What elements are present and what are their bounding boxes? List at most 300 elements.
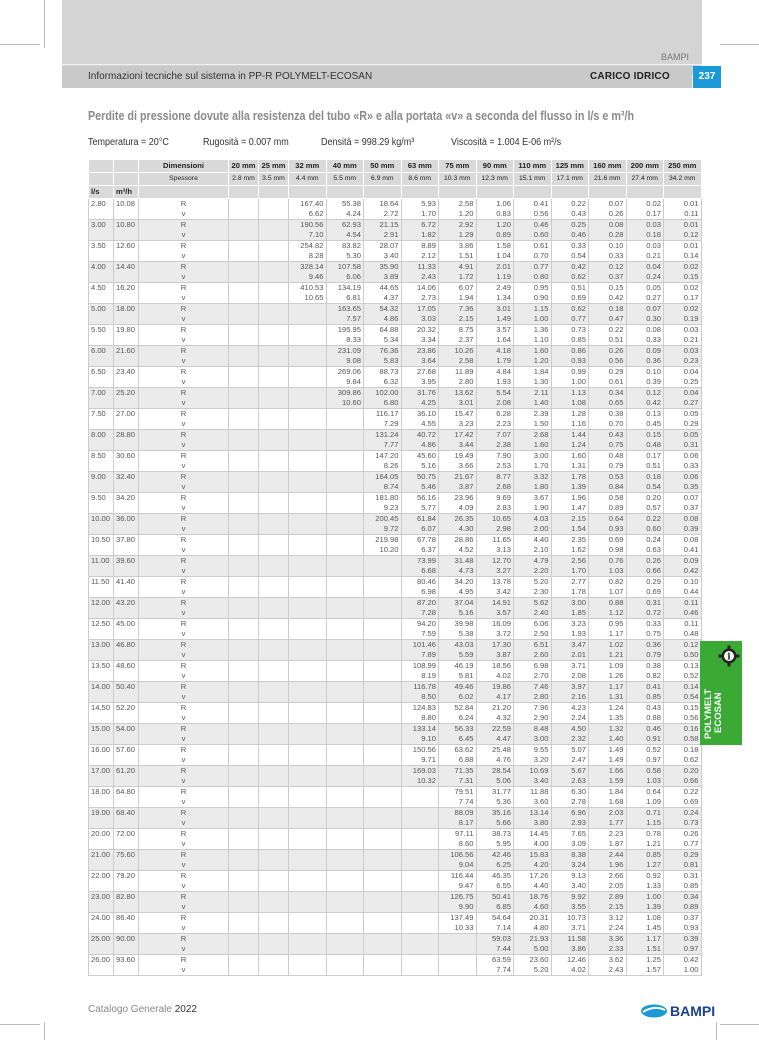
velocity-value: 2.47 — [551, 755, 589, 766]
resistance-value: 1.84 — [589, 787, 627, 798]
velocity-value: 3.23 — [439, 419, 477, 430]
thickness-header: 21.6 mm — [589, 173, 627, 186]
resistance-value: 1.78 — [551, 472, 589, 483]
crop-mark — [44, 1022, 45, 1040]
table-row-resistance — [89, 829, 702, 840]
empty-cell — [326, 871, 364, 882]
empty-cell — [289, 839, 327, 850]
empty-cell — [326, 524, 364, 535]
resistance-value: 133.14 — [401, 724, 439, 735]
velocity-value: 3.13 — [476, 545, 514, 556]
blank-cell — [89, 671, 114, 682]
resistance-label: R — [139, 703, 229, 714]
velocity-value: 0.11 — [664, 209, 702, 220]
flow-m3h: 50.40 — [114, 682, 139, 693]
empty-cell — [326, 923, 364, 934]
blank-cell — [114, 251, 139, 262]
empty-cell — [326, 430, 364, 441]
blank-cell — [89, 160, 114, 173]
velocity-value: 1.70 — [514, 461, 552, 472]
resistance-value: 131.24 — [364, 430, 402, 441]
resistance-label: R — [139, 640, 229, 651]
empty-cell — [229, 514, 259, 525]
velocity-value: 0.69 — [626, 587, 664, 598]
empty-cell — [401, 818, 439, 829]
resistance-value: 2.23 — [589, 829, 627, 840]
empty-cell — [259, 566, 289, 577]
resistance-value: 0.76 — [589, 556, 627, 567]
empty-cell — [326, 692, 364, 703]
resistance-value: 3.23 — [551, 619, 589, 630]
resistance-value: 3.01 — [476, 304, 514, 315]
velocity-value: 2.20 — [514, 566, 552, 577]
velocity-value: 1.80 — [514, 482, 552, 493]
velocity-value: 3.66 — [439, 461, 477, 472]
velocity-value: 2.23 — [476, 419, 514, 430]
velocity-value: 0.45 — [626, 419, 664, 430]
thickness-header: 2.8 mm — [229, 173, 259, 186]
velocity-value: 1.72 — [439, 272, 477, 283]
empty-cell — [401, 892, 439, 903]
resistance-value: 21.67 — [439, 472, 477, 483]
resistance-value: 19.86 — [476, 682, 514, 693]
velocity-value: 10.60 — [326, 398, 364, 409]
resistance-value: 1.28 — [551, 409, 589, 420]
flow-ls: 16.00 — [89, 745, 114, 756]
empty-cell — [289, 430, 327, 441]
resistance-value: 0.04 — [664, 388, 702, 399]
empty-cell — [259, 902, 289, 913]
empty-cell — [289, 724, 327, 735]
dimension-header: 20 mm — [229, 160, 259, 173]
velocity-value: 0.42 — [664, 566, 702, 577]
thickness-header: 15.1 mm — [514, 173, 552, 186]
velocity-value: 0.28 — [589, 230, 627, 241]
velocity-value: 1.26 — [589, 671, 627, 682]
resistance-value: 23.96 — [439, 493, 477, 504]
flow-m3h: 27.00 — [114, 409, 139, 420]
empty-cell — [289, 944, 327, 955]
blank-cell — [289, 186, 327, 199]
empty-cell — [259, 304, 289, 315]
resistance-value: 15.83 — [514, 850, 552, 861]
resistance-value: 2.11 — [514, 388, 552, 399]
table-row-velocity — [89, 671, 702, 682]
table-row-resistance — [89, 787, 702, 798]
resistance-value: 0.38 — [626, 661, 664, 672]
empty-cell — [289, 325, 327, 336]
velocity-value: 6.02 — [439, 692, 477, 703]
resistance-value: 102.00 — [364, 388, 402, 399]
empty-cell — [259, 944, 289, 955]
resistance-value: 6.06 — [514, 619, 552, 630]
empty-cell — [259, 766, 289, 777]
resistance-value: 16.09 — [476, 619, 514, 630]
resistance-value: 14.45 — [514, 829, 552, 840]
table-row-velocity — [89, 356, 702, 367]
blank-cell — [89, 860, 114, 871]
resistance-value: 116.44 — [439, 871, 477, 882]
thickness-header: 4.4 mm — [289, 173, 327, 186]
empty-cell — [259, 871, 289, 882]
resistance-value: 21.20 — [476, 703, 514, 714]
resistance-value: 134.19 — [326, 283, 364, 294]
empty-cell — [259, 199, 289, 210]
blank-cell — [89, 173, 114, 186]
flow-ls: 13.50 — [89, 661, 114, 672]
resistance-value: 9.69 — [476, 493, 514, 504]
velocity-value: 3.71 — [551, 923, 589, 934]
resistance-value: 0.69 — [589, 535, 627, 546]
table-row-velocity — [89, 461, 702, 472]
empty-cell — [289, 545, 327, 556]
velocity-value: 4.55 — [401, 419, 439, 430]
empty-cell — [229, 535, 259, 546]
empty-cell — [289, 650, 327, 661]
resistance-value: 108.99 — [401, 661, 439, 672]
empty-cell — [259, 262, 289, 273]
resistance-value: 0.43 — [589, 430, 627, 441]
empty-cell — [364, 692, 402, 703]
table-row-velocity — [89, 503, 702, 514]
velocity-value: 9.47 — [439, 881, 477, 892]
thickness-header: 34.2 mm — [664, 173, 702, 186]
velocity-value: 3.03 — [401, 314, 439, 325]
empty-cell — [289, 776, 327, 787]
empty-cell — [401, 913, 439, 924]
empty-cell — [289, 808, 327, 819]
table-row-resistance — [89, 493, 702, 504]
param-viscosity: Viscosità = 1.004 E-06 m²/s — [451, 137, 562, 148]
resistance-value: 23.86 — [401, 346, 439, 357]
resistance-value: 21.93 — [514, 934, 552, 945]
velocity-value: 0.54 — [551, 251, 589, 262]
resistance-value: 7.90 — [476, 451, 514, 462]
velocity-value: 0.39 — [664, 524, 702, 535]
blank-cell — [114, 776, 139, 787]
resistance-value: 10.65 — [476, 514, 514, 525]
empty-cell — [229, 661, 259, 672]
velocity-value: 10.20 — [364, 545, 402, 556]
resistance-value: 88.73 — [364, 367, 402, 378]
table-row-velocity — [89, 650, 702, 661]
velocity-value: 1.51 — [626, 944, 664, 955]
resistance-value: 59.03 — [476, 934, 514, 945]
resistance-value: 6.28 — [476, 409, 514, 420]
resistance-value: 31.48 — [439, 556, 477, 567]
resistance-label: R — [139, 850, 229, 861]
resistance-value: 0.64 — [589, 514, 627, 525]
blank-cell — [114, 671, 139, 682]
velocity-value: 0.93 — [589, 524, 627, 535]
empty-cell — [364, 703, 402, 714]
table-row-resistance — [89, 220, 702, 231]
empty-cell — [439, 934, 477, 945]
blank-cell — [89, 524, 114, 535]
empty-cell — [326, 440, 364, 451]
empty-cell — [289, 514, 327, 525]
resistance-value: 6.07 — [439, 283, 477, 294]
velocity-value: 1.62 — [551, 545, 589, 556]
velocity-value: 2.98 — [476, 524, 514, 535]
resistance-value: 0.03 — [664, 325, 702, 336]
velocity-value: 8.26 — [364, 461, 402, 472]
resistance-label: R — [139, 304, 229, 315]
empty-cell — [229, 608, 259, 619]
blank-cell — [401, 186, 439, 199]
velocity-value: 2.70 — [514, 671, 552, 682]
resistance-value: 6.72 — [401, 220, 439, 231]
empty-cell — [229, 734, 259, 745]
velocity-value: 5.66 — [476, 818, 514, 829]
velocity-value: 3.57 — [476, 608, 514, 619]
empty-cell — [364, 955, 402, 966]
empty-cell — [229, 619, 259, 630]
velocity-value: 0.35 — [664, 482, 702, 493]
velocity-label: v — [139, 335, 229, 346]
velocity-value: 4.17 — [476, 692, 514, 703]
page-number: 237 — [693, 66, 721, 88]
velocity-value: 2.05 — [589, 881, 627, 892]
empty-cell — [326, 797, 364, 808]
empty-cell — [259, 472, 289, 483]
resistance-value: 410.53 — [289, 283, 327, 294]
flow-m3h: 52.20 — [114, 703, 139, 714]
empty-cell — [326, 556, 364, 567]
resistance-value: 163.65 — [326, 304, 364, 315]
empty-cell — [259, 272, 289, 283]
empty-cell — [229, 787, 259, 798]
resistance-value: 0.16 — [664, 724, 702, 735]
flow-ls: 7.50 — [89, 409, 114, 420]
velocity-value: 1.34 — [476, 293, 514, 304]
velocity-value: 0.31 — [664, 440, 702, 451]
velocity-value: 2.30 — [514, 587, 552, 598]
empty-cell — [229, 934, 259, 945]
velocity-value: 1.21 — [626, 839, 664, 850]
velocity-label: v — [139, 566, 229, 577]
flow-m3h: 36.00 — [114, 514, 139, 525]
table-row-velocity — [89, 818, 702, 829]
velocity-value: 0.57 — [626, 503, 664, 514]
resistance-label: R — [139, 451, 229, 462]
empty-cell — [229, 724, 259, 735]
velocity-value: 2.63 — [551, 776, 589, 787]
empty-cell — [289, 913, 327, 924]
resistance-value: 0.29 — [626, 577, 664, 588]
resistance-value: 5.07 — [551, 745, 589, 756]
velocity-value: 4.02 — [476, 671, 514, 682]
flow-m3h: 25.20 — [114, 388, 139, 399]
velocity-value: 0.17 — [664, 293, 702, 304]
resistance-value: 0.04 — [626, 262, 664, 273]
resistance-value: 3.47 — [551, 640, 589, 651]
resistance-value: 0.86 — [551, 346, 589, 357]
blank-cell — [476, 186, 514, 199]
velocity-value: 1.10 — [514, 335, 552, 346]
empty-cell — [229, 325, 259, 336]
velocity-value: 0.83 — [476, 209, 514, 220]
resistance-label: R — [139, 892, 229, 903]
empty-cell — [259, 734, 289, 745]
badge-line-1: POLYMELT — [703, 688, 714, 739]
blank-cell — [114, 230, 139, 241]
resistance-value: 169.03 — [401, 766, 439, 777]
table-row-resistance — [89, 409, 702, 420]
empty-cell — [364, 640, 402, 651]
empty-cell — [289, 860, 327, 871]
resistance-value: 0.07 — [626, 304, 664, 315]
velocity-value: 8.50 — [401, 692, 439, 703]
flow-ls: 5.50 — [89, 325, 114, 336]
resistance-value: 0.07 — [589, 199, 627, 210]
blank-cell — [89, 398, 114, 409]
velocity-value: 3.89 — [364, 272, 402, 283]
flow-ls: 13.00 — [89, 640, 114, 651]
resistance-value: 8.38 — [551, 850, 589, 861]
table-row-resistance — [89, 388, 702, 399]
velocity-value: 2.10 — [514, 545, 552, 556]
empty-cell — [326, 818, 364, 829]
velocity-value: 5.00 — [514, 944, 552, 955]
velocity-value: 6.55 — [476, 881, 514, 892]
blank-cell — [626, 186, 664, 199]
resistance-value: 5.20 — [514, 577, 552, 588]
empty-cell — [229, 556, 259, 567]
empty-cell — [326, 745, 364, 756]
resistance-value: 124.83 — [401, 703, 439, 714]
velocity-value: 2.08 — [551, 671, 589, 682]
velocity-value: 3.87 — [476, 650, 514, 661]
table-row-resistance — [89, 724, 702, 735]
velocity-value: 0.33 — [664, 461, 702, 472]
velocity-value: 0.47 — [589, 314, 627, 325]
blank-cell — [114, 398, 139, 409]
resistance-label: R — [139, 220, 229, 231]
resistance-value: 181.80 — [364, 493, 402, 504]
header-brand: BAMPI — [660, 52, 689, 62]
resistance-value: 0.34 — [589, 388, 627, 399]
resistance-label: R — [139, 493, 229, 504]
resistance-value: 4.18 — [476, 346, 514, 357]
velocity-value: 1.20 — [514, 356, 552, 367]
blank-cell — [114, 944, 139, 955]
empty-cell — [229, 692, 259, 703]
blank-cell — [664, 186, 702, 199]
resistance-value: 0.02 — [626, 199, 664, 210]
empty-cell — [364, 944, 402, 955]
resistance-value: 10.69 — [514, 766, 552, 777]
velocity-value: 7.31 — [439, 776, 477, 787]
velocity-label: v — [139, 755, 229, 766]
blank-cell — [114, 902, 139, 913]
velocity-value: 0.70 — [589, 419, 627, 430]
velocity-value: 2.38 — [476, 440, 514, 451]
velocity-value: 6.25 — [476, 860, 514, 871]
resistance-value: 126.75 — [439, 892, 477, 903]
flow-ls: 24.00 — [89, 913, 114, 924]
empty-cell — [289, 965, 327, 976]
resistance-value: 1.06 — [476, 199, 514, 210]
velocity-value: 0.56 — [514, 209, 552, 220]
resistance-value: 76.36 — [364, 346, 402, 357]
resistance-value: 1.49 — [589, 745, 627, 756]
resistance-value: 54.64 — [476, 913, 514, 924]
velocity-value: 3.64 — [401, 356, 439, 367]
resistance-value: 0.15 — [589, 283, 627, 294]
resistance-value: 80.46 — [401, 577, 439, 588]
blank-cell — [114, 629, 139, 640]
empty-cell — [259, 241, 289, 252]
crop-mark — [716, 1022, 717, 1040]
dimension-header: 200 mm — [626, 160, 664, 173]
empty-cell — [289, 629, 327, 640]
empty-cell — [259, 482, 289, 493]
velocity-value: 1.17 — [589, 629, 627, 640]
blank-cell — [114, 566, 139, 577]
empty-cell — [364, 829, 402, 840]
empty-cell — [364, 556, 402, 567]
section-name: CARICO IDRICO — [590, 71, 670, 82]
empty-cell — [259, 461, 289, 472]
empty-cell — [229, 577, 259, 588]
velocity-value: 2.15 — [589, 902, 627, 913]
velocity-value: 1.31 — [589, 692, 627, 703]
velocity-value: 0.19 — [664, 314, 702, 325]
resistance-value: 1.36 — [514, 325, 552, 336]
velocity-value: 1.39 — [551, 482, 589, 493]
velocity-value: 2.68 — [476, 482, 514, 493]
resistance-label: R — [139, 787, 229, 798]
table-row-velocity — [89, 230, 702, 241]
velocity-value: 7.59 — [401, 629, 439, 640]
empty-cell — [259, 598, 289, 609]
resistance-value: 0.15 — [664, 703, 702, 714]
resistance-value: 1.02 — [589, 640, 627, 651]
velocity-value: 9.04 — [439, 860, 477, 871]
empty-cell — [229, 850, 259, 861]
resistance-value: 0.03 — [626, 220, 664, 231]
resistance-value: 0.07 — [664, 493, 702, 504]
blank-cell — [114, 440, 139, 451]
resistance-value: 46.19 — [439, 661, 477, 672]
velocity-value: 4.09 — [439, 503, 477, 514]
empty-cell — [259, 587, 289, 598]
velocity-value: 1.15 — [626, 818, 664, 829]
resistance-value: 28.54 — [476, 766, 514, 777]
empty-cell — [326, 724, 364, 735]
velocity-value: 1.47 — [551, 503, 589, 514]
resistance-value: 3.86 — [439, 241, 477, 252]
velocity-value: 0.56 — [589, 356, 627, 367]
velocity-value: 4.76 — [476, 755, 514, 766]
empty-cell — [401, 923, 439, 934]
resistance-value: 1.66 — [589, 766, 627, 777]
flow-ls: 4.00 — [89, 262, 114, 273]
resistance-value: 190.56 — [289, 220, 327, 231]
velocity-value: 0.69 — [664, 797, 702, 808]
resistance-value: 0.10 — [626, 367, 664, 378]
blank-cell — [89, 608, 114, 619]
velocity-value: 0.97 — [664, 944, 702, 955]
velocity-value: 0.56 — [664, 713, 702, 724]
flow-ls: 20.00 — [89, 829, 114, 840]
table-row-resistance — [89, 556, 702, 567]
velocity-value: 0.25 — [664, 377, 702, 388]
resistance-value: 97.11 — [439, 829, 477, 840]
velocity-value: 4.25 — [401, 398, 439, 409]
resistance-value: 8.48 — [514, 724, 552, 735]
